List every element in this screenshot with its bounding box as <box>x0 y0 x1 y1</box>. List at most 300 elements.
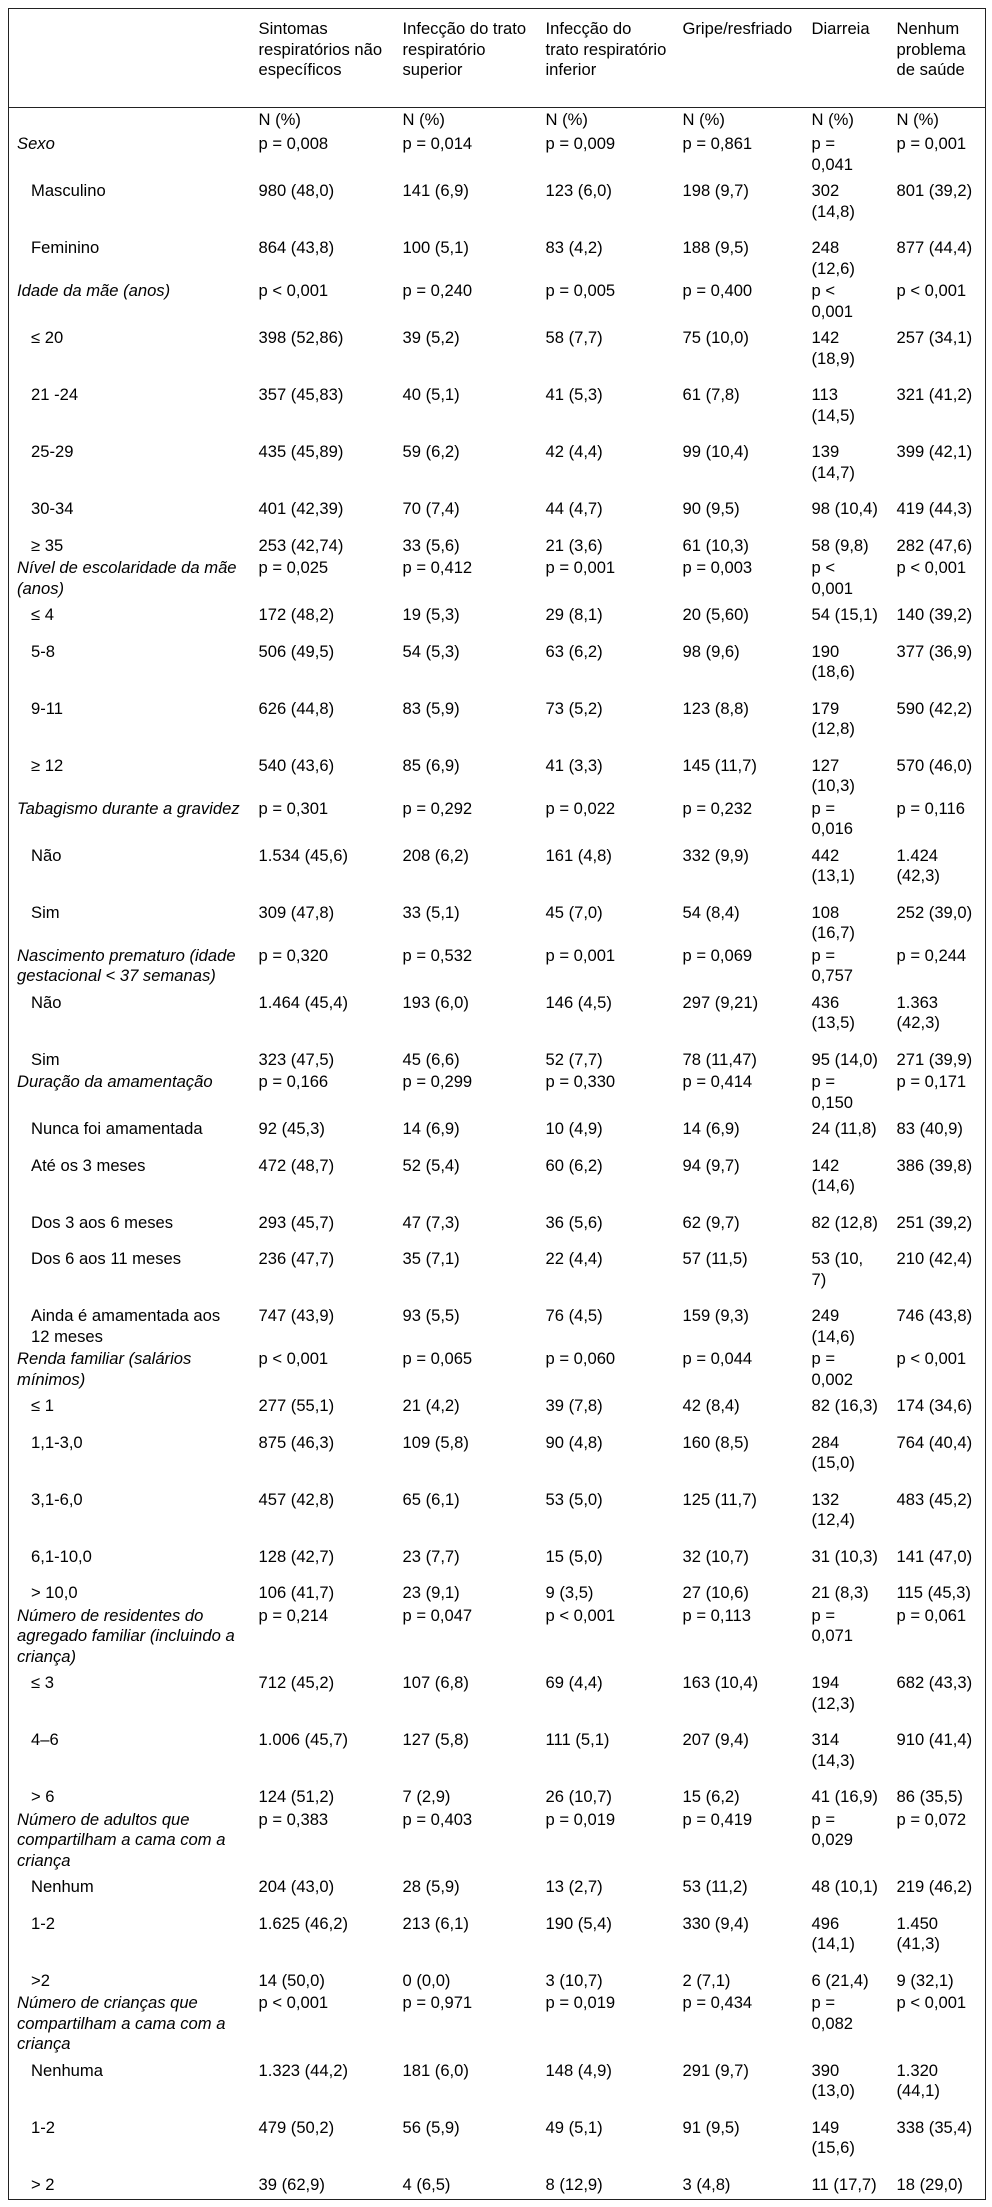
value-cell: 399 (42,1) <box>889 426 986 483</box>
value-cell: 248 (12,6) <box>811 238 855 278</box>
value-cell: 29 (8,1) <box>545 605 603 624</box>
p-value-cell: p = 0,232 <box>682 798 753 818</box>
p-value-cell: p = 0,041 <box>811 134 854 174</box>
p-value-cell: p < 0,001 <box>545 1605 616 1625</box>
table-row <box>9 626 986 683</box>
p-value-cell: p = 0,082 <box>811 1993 854 2033</box>
value-cell: 41 (5,3) <box>545 385 603 404</box>
value-cell: 213 (6,1) <box>402 1913 469 1933</box>
value-cell: 188 (9,5) <box>682 238 749 257</box>
value-cell: 45 (6,6) <box>402 1049 460 1069</box>
row-label: 1-2 <box>9 2102 251 2159</box>
value-cell: 435 (45,89) <box>258 442 344 461</box>
row-label: > 6 <box>9 1771 251 1808</box>
p-value-cell: p = 0,971 <box>402 1993 473 2012</box>
value-cell: 127 (5,8) <box>402 1730 469 1749</box>
value-cell: 73 (5,2) <box>545 698 603 718</box>
value-cell: 106 (41,7) <box>258 1583 335 1602</box>
value-cell: 42 (8,4) <box>682 1396 740 1415</box>
table-body <box>9 108 986 2200</box>
row-label: Dos 3 aos 6 meses <box>9 1197 251 1234</box>
value-cell: 128 (42,7) <box>258 1546 335 1566</box>
row-label: Sim <box>9 887 251 944</box>
value-cell: 113 (14,5) <box>811 385 855 425</box>
value-cell: 69 (4,4) <box>545 1673 603 1692</box>
row-label: ≥ 12 <box>9 740 251 797</box>
value-cell: 277 (55,1) <box>258 1396 335 1415</box>
value-cell: 1.625 (46,2) <box>258 1913 348 1933</box>
value-cell: 284 (15,0) <box>811 1432 855 1472</box>
value-cell: 125 (11,7) <box>682 1489 757 1509</box>
p-value-cell: p = 0,116 <box>889 797 986 840</box>
value-cell: 9 (32,1) <box>889 1955 986 1992</box>
p-value-cell: p = 0,022 <box>545 798 616 818</box>
value-cell: 181 (6,0) <box>402 2060 469 2080</box>
value-cell: 161 (4,8) <box>545 845 612 865</box>
value-cell: 141 (6,9) <box>402 181 469 200</box>
value-cell: 94 (9,7) <box>682 1155 740 1175</box>
value-cell: 82 (16,3) <box>811 1396 878 1415</box>
table-row <box>9 1871 986 1898</box>
value-cell: 62 (9,7) <box>682 1212 740 1232</box>
row-label: 9-11 <box>9 683 251 740</box>
p-value-cell: p = 0,532 <box>402 945 473 965</box>
p-value-cell: p = 0,005 <box>545 281 616 300</box>
value-cell: 302 (14,8) <box>811 181 855 221</box>
table-row <box>9 1955 986 1992</box>
table-row <box>9 1233 986 1290</box>
p-value-cell: p = 0,044 <box>682 1349 753 1368</box>
p-value-cell: p = 0,002 <box>811 1349 854 1389</box>
value-cell: 123 (8,8) <box>682 698 749 718</box>
value-cell: 31 (10,3) <box>811 1546 878 1566</box>
value-cell: 877 (44,4) <box>889 222 986 279</box>
row-label: Dos 6 aos 11 meses <box>9 1233 251 1290</box>
value-cell: 124 (51,2) <box>258 1787 335 1806</box>
value-cell: 132 (12,4) <box>811 1489 855 1529</box>
value-cell: 208 (6,2) <box>402 845 469 865</box>
table-row <box>9 1771 986 1808</box>
header-flu-cold: Gripe/resfriado <box>675 9 804 108</box>
row-label: ≤ 20 <box>9 322 251 369</box>
value-cell: 401 (42,39) <box>258 499 344 518</box>
value-cell: 14 (6,9) <box>682 1119 740 1138</box>
value-cell: 54 (15,1) <box>811 605 878 624</box>
value-cell: 10 (4,9) <box>545 1119 603 1138</box>
group-row <box>9 1808 986 1872</box>
value-cell: 40 (5,1) <box>402 385 460 404</box>
row-label: 5-8 <box>9 626 251 683</box>
value-cell: 21 (3,6) <box>545 535 603 555</box>
value-cell: 291 (9,7) <box>682 2060 749 2080</box>
value-cell: 570 (46,0) <box>889 740 986 797</box>
value-cell: 41 (3,3) <box>545 755 603 775</box>
value-cell: 65 (6,1) <box>402 1489 460 1509</box>
value-cell: 61 (10,3) <box>682 535 749 555</box>
group-row <box>9 1347 986 1390</box>
p-value-cell: p = 0,001 <box>545 558 616 577</box>
value-cell: 198 (9,7) <box>682 181 749 200</box>
table-row <box>9 1531 986 1568</box>
row-label: 1,1-3,0 <box>9 1417 251 1474</box>
p-value-cell: p = 0,419 <box>682 1809 753 1829</box>
value-cell: 483 (45,2) <box>889 1474 986 1531</box>
value-cell: 321 (41,2) <box>889 369 986 426</box>
value-cell: 36 (5,6) <box>545 1212 603 1232</box>
value-cell: 76 (4,5) <box>545 1306 603 1325</box>
value-cell: 21 (4,2) <box>402 1396 460 1415</box>
row-label: Nenhuma <box>9 2055 251 2102</box>
value-cell: 174 (34,6) <box>889 1390 986 1417</box>
row-label: 30-34 <box>9 483 251 520</box>
value-cell: 56 (5,9) <box>402 2117 460 2137</box>
row-label: >2 <box>9 1955 251 1992</box>
p-value-cell: p = 0,299 <box>402 1072 473 1091</box>
table-row <box>9 1034 986 1071</box>
table-row <box>9 1290 986 1347</box>
p-value-cell: p = 0,400 <box>682 281 753 300</box>
value-cell: 141 (47,0) <box>889 1531 986 1568</box>
p-value-cell: p = 0,060 <box>545 1349 616 1368</box>
row-label: Nunca foi amamentada <box>9 1113 251 1140</box>
value-cell: 3 (4,8) <box>675 2159 804 2200</box>
group-label: Duração da amamentação <box>9 1070 251 1113</box>
group-label: Sexo <box>9 132 251 175</box>
p-value-cell: p = 0,861 <box>682 134 753 153</box>
value-cell: 108 (16,7) <box>811 902 855 942</box>
group-row <box>9 797 986 840</box>
p-value-cell: p = 0,166 <box>258 1072 329 1091</box>
value-cell: 75 (10,0) <box>682 328 749 347</box>
value-cell: 1.320 (44,1) <box>889 2055 986 2102</box>
value-cell: 14 (50,0) <box>258 1970 325 1990</box>
table-container <box>8 0 985 2200</box>
p-value-cell: p = 0,301 <box>258 798 329 818</box>
value-cell: 32 (10,7) <box>682 1546 749 1566</box>
group-label: Idade da mãe (anos) <box>9 279 251 322</box>
value-cell: 83 (4,2) <box>545 238 603 257</box>
value-cell: 52 (5,4) <box>402 1155 460 1175</box>
p-value-cell: p = 0,069 <box>682 945 753 965</box>
value-cell: 747 (43,9) <box>258 1306 335 1325</box>
value-cell: 338 (35,4) <box>889 2102 986 2159</box>
header-nonspecific-respiratory: Sintomas respiratórios não específicos <box>251 9 395 108</box>
table-row <box>9 599 986 626</box>
value-cell: 23 (9,1) <box>402 1583 460 1602</box>
value-cell: 95 (14,0) <box>811 1049 878 1069</box>
value-cell: 386 (39,8) <box>889 1140 986 1197</box>
value-cell: 109 (5,8) <box>402 1432 469 1452</box>
value-cell: 442 (13,1) <box>811 845 855 885</box>
value-cell: 6 (21,4) <box>811 1970 869 1990</box>
value-cell: 257 (34,1) <box>889 322 986 369</box>
value-cell: 149 (15,6) <box>811 2117 855 2157</box>
p-value-cell: p = 0,065 <box>402 1349 473 1368</box>
unit-cell: N (%) <box>258 110 301 129</box>
row-label: ≤ 1 <box>9 1390 251 1417</box>
p-value-cell: p = 0,171 <box>889 1070 986 1113</box>
value-cell: 398 (52,86) <box>258 328 344 347</box>
group-label: Nível de escolaridade da mãe (anos) <box>9 556 251 599</box>
value-cell: 801 (39,2) <box>889 175 986 222</box>
value-cell: 9 (3,5) <box>545 1583 594 1602</box>
value-cell: 875 (46,3) <box>258 1432 335 1452</box>
row-label: ≤ 4 <box>9 599 251 626</box>
table-row <box>9 2159 986 2200</box>
p-value-cell: p = 0,320 <box>258 945 329 965</box>
value-cell: 98 (9,6) <box>682 641 740 661</box>
value-cell: 20 (5,60) <box>682 605 749 624</box>
header-no-health-problem: Nenhum problema de saúde <box>889 9 986 108</box>
p-value-cell: p = 0,434 <box>682 1993 753 2012</box>
value-cell: 54 (5,3) <box>402 641 460 661</box>
value-cell: 314 (14,3) <box>811 1730 855 1770</box>
unit-cell <box>9 108 251 133</box>
p-value-cell: p = 0,008 <box>258 134 329 153</box>
table-row <box>9 840 986 887</box>
row-label: Nenhum <box>9 1871 251 1898</box>
p-value-cell: p = 0,150 <box>811 1072 854 1112</box>
row-label: 6,1-10,0 <box>9 1531 251 1568</box>
value-cell: 61 (7,8) <box>682 385 740 404</box>
value-cell: 39 (7,8) <box>545 1396 603 1415</box>
p-value-cell: p = 0,029 <box>811 1809 854 1849</box>
table-row <box>9 740 986 797</box>
group-label: Número de crianças que compartilham a cama com a criança <box>9 1991 251 2055</box>
value-cell: 26 (10,7) <box>545 1787 612 1806</box>
p-value-cell: p = 0,025 <box>258 558 329 577</box>
table-row <box>9 887 986 944</box>
value-cell: 251 (39,2) <box>889 1197 986 1234</box>
value-cell: 123 (6,0) <box>545 181 612 200</box>
table-row <box>9 222 986 279</box>
value-cell: 2 (7,1) <box>682 1970 731 1990</box>
table-row <box>9 2055 986 2102</box>
p-value-cell: p < 0,001 <box>811 281 854 321</box>
header-upper-respiratory-infection: Infecção do trato respiratório superior <box>395 9 538 108</box>
p-value-cell: p = 0,016 <box>811 798 854 838</box>
value-cell: 271 (39,9) <box>889 1034 986 1071</box>
header-row <box>9 9 986 108</box>
p-value-cell: p = 0,292 <box>402 798 473 818</box>
value-cell: 293 (45,7) <box>258 1212 335 1232</box>
table-row <box>9 1474 986 1531</box>
value-cell: 479 (50,2) <box>258 2117 335 2137</box>
data-table <box>8 8 986 2200</box>
p-value-cell: p = 0,001 <box>545 945 616 965</box>
table-row <box>9 369 986 426</box>
group-label: Tabagismo durante a gravidez <box>9 797 251 840</box>
value-cell: 1.450 (41,3) <box>889 1898 986 1955</box>
value-cell: 11 (17,7) <box>804 2159 889 2200</box>
value-cell: 91 (9,5) <box>682 2117 740 2137</box>
value-cell: 146 (4,5) <box>545 992 612 1012</box>
row-label: Não <box>9 840 251 887</box>
value-cell: 457 (42,8) <box>258 1489 335 1509</box>
value-cell: 107 (6,8) <box>402 1673 469 1692</box>
value-cell: 53 (10, 7) <box>811 1249 864 1289</box>
p-value-cell: p < 0,001 <box>258 1349 329 1368</box>
value-cell: 436 (13,5) <box>811 992 855 1032</box>
table-row <box>9 175 986 222</box>
value-cell: 47 (7,3) <box>402 1212 460 1232</box>
value-cell: 142 (18,9) <box>811 328 855 368</box>
unit-row <box>9 108 986 133</box>
value-cell: 3 (10,7) <box>545 1970 603 1990</box>
p-value-cell: p = 0,071 <box>811 1605 854 1645</box>
value-cell: 8 (12,9) <box>538 2159 675 2200</box>
value-cell: 58 (9,8) <box>811 535 869 555</box>
value-cell: 910 (41,4) <box>889 1714 986 1771</box>
table-row <box>9 1567 986 1604</box>
p-value-cell: p = 0,113 <box>682 1605 751 1625</box>
value-cell: 746 (43,8) <box>889 1290 986 1347</box>
value-cell: 864 (43,8) <box>258 238 335 257</box>
p-value-cell: p = 0,047 <box>402 1605 473 1625</box>
unit-cell: N (%) <box>545 110 588 129</box>
p-value-cell: p = 0,240 <box>402 281 473 300</box>
value-cell: 148 (4,9) <box>545 2060 612 2080</box>
value-cell: 115 (45,3) <box>889 1567 986 1604</box>
value-cell: 193 (6,0) <box>402 992 469 1012</box>
value-cell: 44 (4,7) <box>545 499 603 518</box>
row-label: Não <box>9 987 251 1034</box>
value-cell: 419 (44,3) <box>889 483 986 520</box>
value-cell: 60 (6,2) <box>545 1155 603 1175</box>
group-row <box>9 132 986 175</box>
table-row <box>9 1417 986 1474</box>
table-row <box>9 1898 986 1955</box>
group-row <box>9 1070 986 1113</box>
value-cell: 86 (35,5) <box>889 1771 986 1808</box>
p-value-cell: p = 0,244 <box>889 944 986 987</box>
group-row <box>9 944 986 987</box>
value-cell: 496 (14,1) <box>811 1913 855 1953</box>
table-row <box>9 426 986 483</box>
value-cell: 297 (9,21) <box>682 992 759 1012</box>
value-cell: 357 (45,83) <box>258 385 344 404</box>
value-cell: 540 (43,6) <box>258 755 335 775</box>
value-cell: 59 (6,2) <box>402 442 460 461</box>
row-label: ≤ 3 <box>9 1667 251 1714</box>
table-row <box>9 1390 986 1417</box>
value-cell: 590 (42,2) <box>889 683 986 740</box>
value-cell: 27 (10,6) <box>682 1583 749 1602</box>
p-value-cell: p < 0,001 <box>258 1993 329 2012</box>
p-value-cell: p = 0,019 <box>545 1993 616 2012</box>
value-cell: 52 (7,7) <box>545 1049 603 1069</box>
value-cell: 140 (39,2) <box>889 599 986 626</box>
p-value-cell: p = 0,009 <box>545 134 616 153</box>
value-cell: 172 (48,2) <box>258 605 335 624</box>
value-cell: 323 (47,5) <box>258 1049 335 1069</box>
table-row <box>9 1140 986 1197</box>
unit-cell: N (%) <box>889 108 986 133</box>
value-cell: 682 (43,3) <box>889 1667 986 1714</box>
table-row <box>9 1714 986 1771</box>
value-cell: 99 (10,4) <box>682 442 749 461</box>
value-cell: 127 (10,3) <box>811 755 855 795</box>
p-value-cell: p < 0,001 <box>811 558 854 598</box>
value-cell: 390 (13,0) <box>811 2060 855 2100</box>
value-cell: 190 (5,4) <box>545 1913 612 1933</box>
value-cell: 7 (2,9) <box>402 1787 451 1806</box>
value-cell: 15 (5,0) <box>545 1546 603 1566</box>
row-label: ≥ 35 <box>9 520 251 557</box>
header-diarrhea: Diarreia <box>804 9 889 108</box>
value-cell: 219 (46,2) <box>889 1871 986 1898</box>
value-cell: 15 (6,2) <box>682 1787 740 1806</box>
value-cell: 41 (16,9) <box>811 1787 878 1806</box>
row-label: Sim <box>9 1034 251 1071</box>
table-row <box>9 1113 986 1140</box>
p-value-cell: p = 0,757 <box>811 945 854 985</box>
value-cell: 39 (5,2) <box>402 328 460 347</box>
row-label: Ainda é amamentada aos 12 meses <box>9 1290 251 1347</box>
row-label: > 2 <box>9 2159 251 2200</box>
value-cell: 39 (62,9) <box>251 2159 395 2200</box>
unit-cell: N (%) <box>402 110 445 129</box>
value-cell: 330 (9,4) <box>682 1913 749 1933</box>
p-value-cell: p = 0,330 <box>545 1072 616 1091</box>
group-label: Número de adultos que compartilham a cama com a criança <box>9 1808 251 1872</box>
value-cell: 194 (12,3) <box>811 1673 855 1713</box>
value-cell: 282 (47,6) <box>889 520 986 557</box>
row-label: 21 -24 <box>9 369 251 426</box>
value-cell: 190 (18,6) <box>811 641 855 681</box>
p-value-cell: p = 0,412 <box>402 558 473 577</box>
p-value-cell: p < 0,001 <box>889 279 986 322</box>
value-cell: 163 (10,4) <box>682 1673 759 1692</box>
value-cell: 19 (5,3) <box>402 605 460 624</box>
value-cell: 82 (12,8) <box>811 1212 878 1232</box>
p-value-cell: p = 0,383 <box>258 1809 329 1829</box>
table-row <box>9 683 986 740</box>
value-cell: 14 (6,9) <box>402 1119 460 1138</box>
p-value-cell: p < 0,001 <box>889 556 986 599</box>
header-cell-blank <box>9 9 251 108</box>
p-value-cell: p = 0,403 <box>402 1809 473 1829</box>
unit-cell: N (%) <box>682 110 725 129</box>
header-lower-respiratory-infection: Infecção do trato respiratório inferior <box>538 9 675 108</box>
row-label: Até os 3 meses <box>9 1140 251 1197</box>
row-label: Feminino <box>9 222 251 279</box>
table-row <box>9 2102 986 2159</box>
value-cell: 249 (14,6) <box>811 1306 855 1346</box>
row-label: Masculino <box>9 175 251 222</box>
value-cell: 90 (4,8) <box>545 1432 603 1452</box>
table-row <box>9 483 986 520</box>
p-value-cell: p = 0,072 <box>889 1808 986 1872</box>
row-label: 3,1-6,0 <box>9 1474 251 1531</box>
p-value-cell: p < 0,001 <box>889 1991 986 2055</box>
value-cell: 23 (7,7) <box>402 1546 460 1566</box>
group-row <box>9 556 986 599</box>
value-cell: 204 (43,0) <box>258 1877 335 1896</box>
value-cell: 13 (2,7) <box>545 1877 603 1896</box>
value-cell: 1.006 (45,7) <box>258 1730 348 1749</box>
row-label: 1-2 <box>9 1898 251 1955</box>
value-cell: 83 (40,9) <box>889 1113 986 1140</box>
value-cell: 626 (44,8) <box>258 698 335 718</box>
value-cell: 1.323 (44,2) <box>258 2060 348 2080</box>
value-cell: 0 (0,0) <box>402 1970 451 1990</box>
value-cell: 92 (45,3) <box>258 1119 325 1138</box>
unit-cell: N (%) <box>811 110 854 129</box>
table-row <box>9 987 986 1034</box>
value-cell: 100 (5,1) <box>402 238 469 257</box>
group-label: Número de residentes do agregado familiar (incluindo a criança) <box>9 1604 251 1668</box>
